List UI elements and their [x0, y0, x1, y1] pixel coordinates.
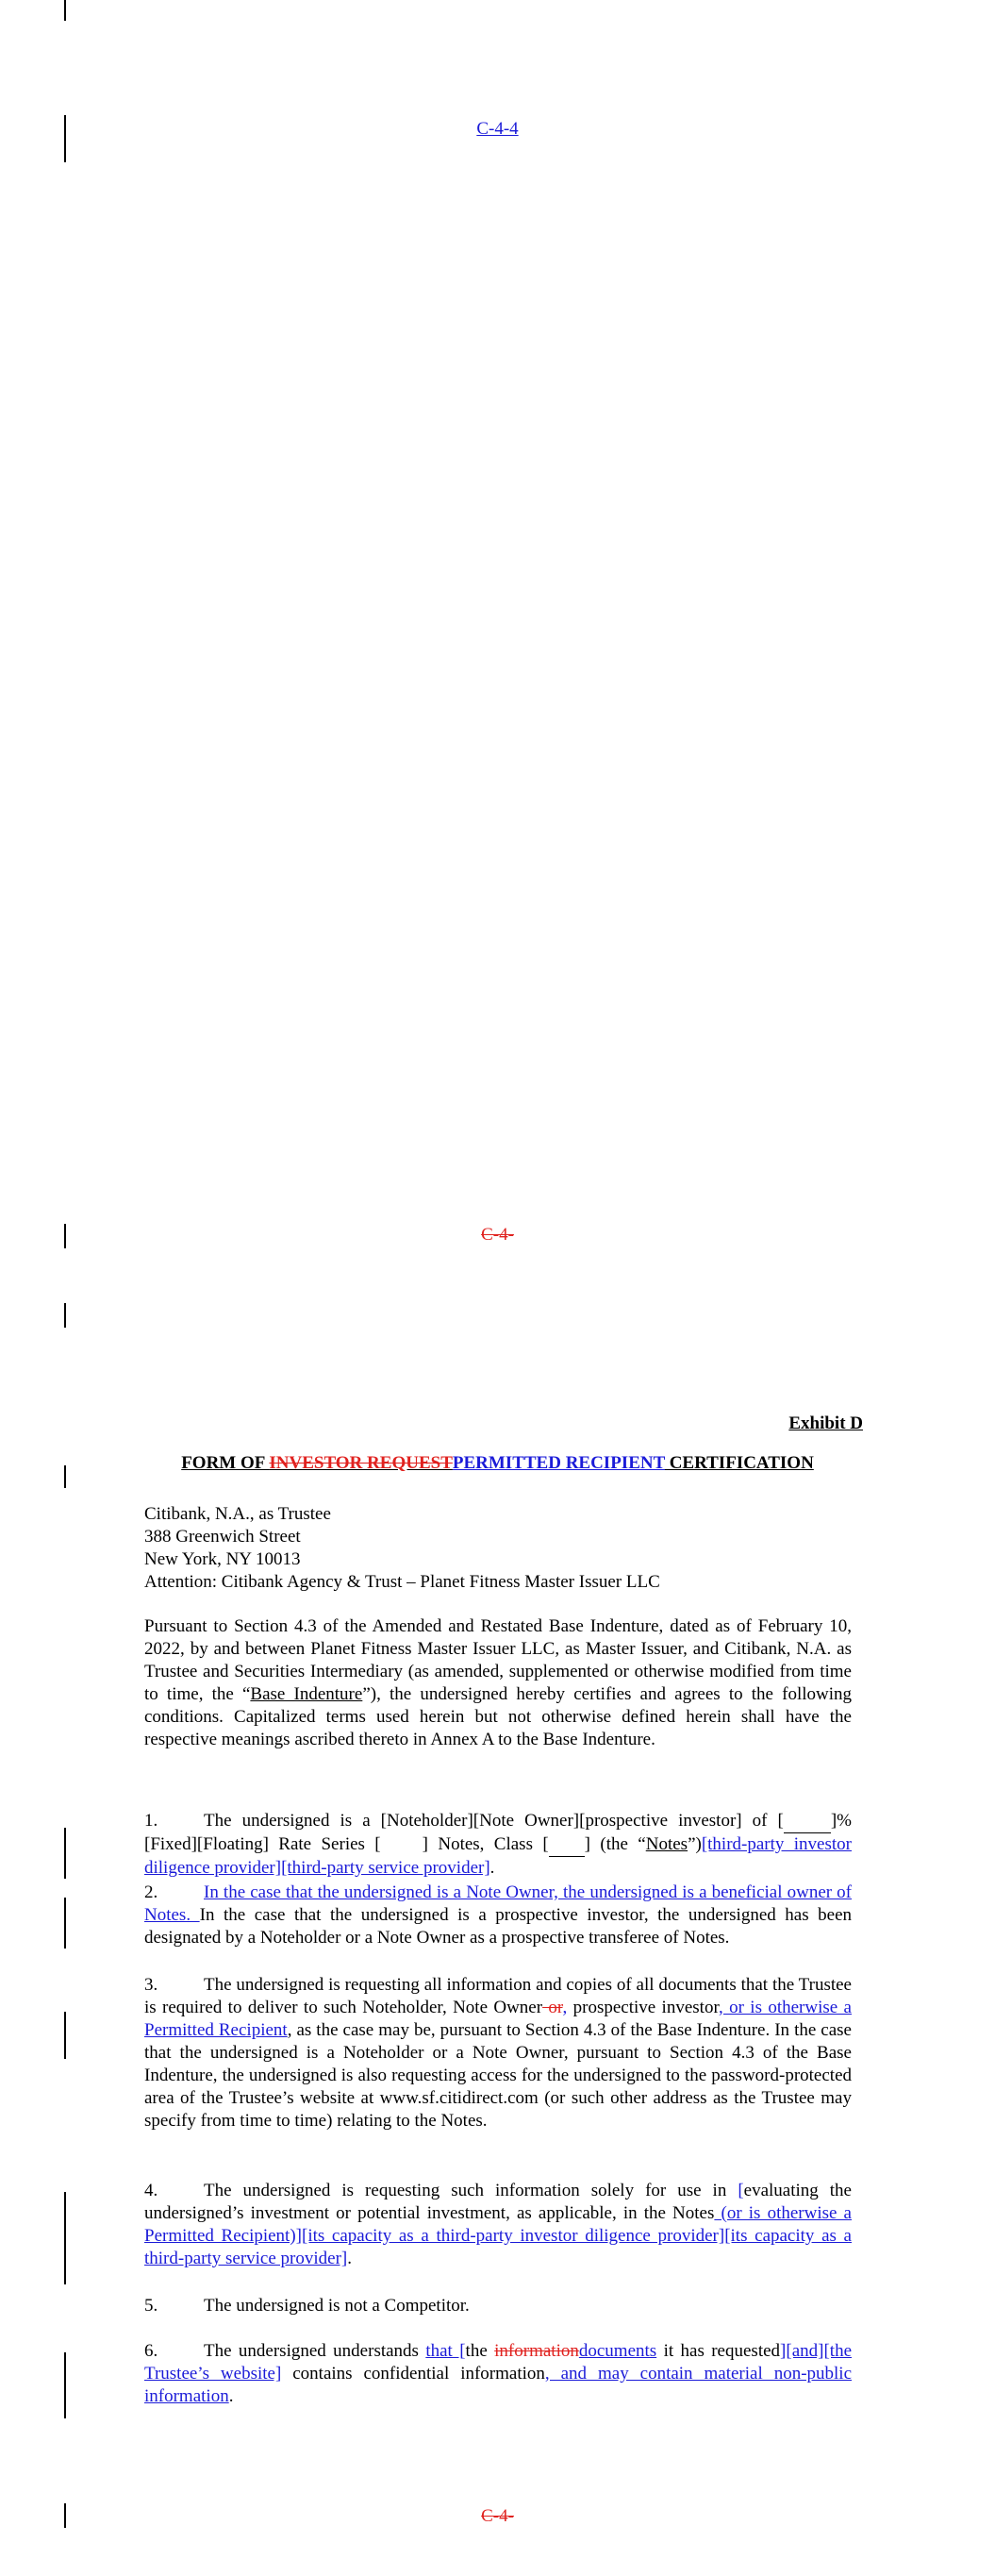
paragraph-number: 5. — [144, 2296, 158, 2316]
paragraph-1 — [144, 1810, 852, 1880]
page-number-bottom-text: C-4- — [481, 2506, 514, 2526]
paragraph-text: ] (the “ — [584, 1834, 646, 1854]
paragraph-2 — [144, 1882, 852, 1949]
deleted-text: information — [494, 2341, 579, 2361]
revision-bar — [64, 2352, 66, 2418]
paragraph-text: The undersigned is not a Competitor. — [204, 2296, 470, 2316]
deleted-text: or — [542, 1998, 563, 2017]
paragraph-text: . — [489, 1858, 495, 1878]
revision-bar — [64, 1303, 66, 1328]
address-block — [144, 1503, 660, 1594]
title-pre: FORM OF — [181, 1453, 270, 1473]
defined-term: Base Indenture — [250, 1684, 363, 1704]
revision-bar — [64, 1898, 66, 1949]
paragraph-text: In the case that the undersigned is a prospective investor, the undersigned has been designated by a Noteholder or a Note Owner as a prospective transferee of Notes. — [144, 1905, 853, 1948]
inserted-text: ][and][the Trustee’s website] — [144, 2341, 853, 2384]
inserted-text: (or is otherwise a Permitted Recipient)][its capacity as a third-party investor diligence provider][its capacity as a third-party service provider] — [144, 2203, 852, 2268]
inserted-text: In the case that the undersigned is a Note Owner, the undersigned is a beneficial owner of Notes. — [144, 1882, 852, 1925]
page-number-bottom — [0, 2506, 995, 2527]
title-deleted: INVESTOR REQUEST — [269, 1453, 453, 1473]
blank-field — [381, 1833, 423, 1856]
paragraph-6 — [144, 2340, 852, 2408]
inserted-text: [third-party investor diligence provider][third-party service provider] — [144, 1834, 852, 1878]
paragraph-text: The undersigned is requesting all information and copies of all documents that the Trustee is required to deliver to such Noteholder, Note Owner — [144, 1975, 852, 2017]
revision-bar — [64, 1828, 66, 1879]
paragraph-text: ”) — [688, 1834, 702, 1854]
paragraph-number: 4. — [144, 2181, 158, 2200]
paragraph-text: ] Notes, Class [ — [422, 1834, 549, 1854]
page-number-top-text: C-4-4 — [476, 119, 519, 139]
title-post: CERTIFICATION — [664, 1453, 814, 1473]
paragraph-number: 6. — [144, 2341, 158, 2361]
paragraph-text: . — [228, 2386, 234, 2406]
paragraph-number: 1. — [144, 1811, 158, 1831]
defined-term: Notes — [645, 1834, 688, 1854]
page-number-top — [0, 119, 995, 140]
paragraph-text: it has requested — [656, 2341, 781, 2361]
address-line: Attention: Citibank Agency & Trust – Planet Fitness Master Issuer LLC — [144, 1572, 660, 1592]
paragraph-text: the — [465, 2341, 495, 2361]
exhibit-label: Exhibit D — [788, 1413, 863, 1433]
intro-text: ”), the undersigned hereby certifies and agrees to the following conditions. Capitalized terms used herein but not otherwise defined herein shall have the respective meanings ascribed thereto in Annex A to the Base Indenture. — [144, 1684, 853, 1749]
intro-paragraph — [144, 1615, 852, 1751]
paragraph-number: 2. — [144, 1882, 158, 1902]
inserted-text: that [ — [425, 2341, 466, 2361]
paragraph-text: ]% [Fixed][Floating] Rate Series [ — [144, 1811, 852, 1854]
paragraph-text: prospective investor — [567, 1998, 720, 2017]
address-line: Citibank, N.A., as Trustee — [144, 1504, 331, 1524]
page-number-mid — [0, 1225, 995, 1246]
paragraph-text: contains confidential information — [281, 2364, 545, 2384]
intro-text: Pursuant to Section 4.3 of the Amended and Restated Base Indenture, dated as of February 10, 2022, by and between Planet Fitness Master Issuer LLC, as Master Issuer, and Citibank, N.A. as Trustee and Securities Intermediary (as amended, supplemented or otherwise modified from time to time, the “ — [144, 1616, 852, 1704]
inserted-text: , — [562, 1998, 568, 2017]
paragraph-text: The undersigned is a [Noteholder][Note Owner][prospective investor] of [ — [204, 1811, 784, 1831]
blank-field — [784, 1810, 831, 1833]
paragraph-text: The undersigned understands — [204, 2341, 426, 2361]
inserted-text: , and may contain material non-public information — [144, 2364, 853, 2406]
document-title — [0, 1453, 995, 1474]
blank-field — [549, 1833, 585, 1857]
paragraph-text: evaluating the undersigned’s investment or potential investment, as applicable, in the Notes — [144, 2181, 852, 2223]
revision-bar — [64, 0, 66, 21]
inserted-text: [ — [738, 2181, 744, 2200]
paragraph-number: 3. — [144, 1975, 158, 1995]
paragraph-4 — [144, 2180, 852, 2270]
paragraph-5 — [144, 2295, 852, 2317]
paragraph-text: , as the case may be, pursuant to Section 4.3 of the Base Indenture. In the case that the undersigned is a Noteholder or a Note Owner, pursuant to Section 4.3 of the Base Indenture, the undersigned is also requesting access for the undersigned to the password-protected area of the Trustee’s website at www.sf.citidirect.com (or such other address as the Trustee may specify from time to time) relating to the Notes. — [144, 2020, 852, 2131]
paragraph-3 — [144, 1974, 852, 2133]
inserted-text: documents — [578, 2341, 657, 2361]
title-inserted: PERMITTED RECIPIENT — [452, 1453, 665, 1473]
inserted-text: , or is otherwise a Permitted Recipient — [144, 1998, 852, 2040]
page-number-mid-text: C-4- — [481, 1225, 514, 1245]
revision-bar — [64, 2012, 66, 2059]
revision-bar — [64, 2192, 66, 2284]
paragraph-text: The undersigned is requesting such information solely for use in — [204, 2181, 738, 2200]
address-line: New York, NY 10013 — [144, 1549, 301, 1569]
paragraph-text: . — [347, 2249, 352, 2268]
address-line: 388 Greenwich Street — [144, 1527, 301, 1547]
